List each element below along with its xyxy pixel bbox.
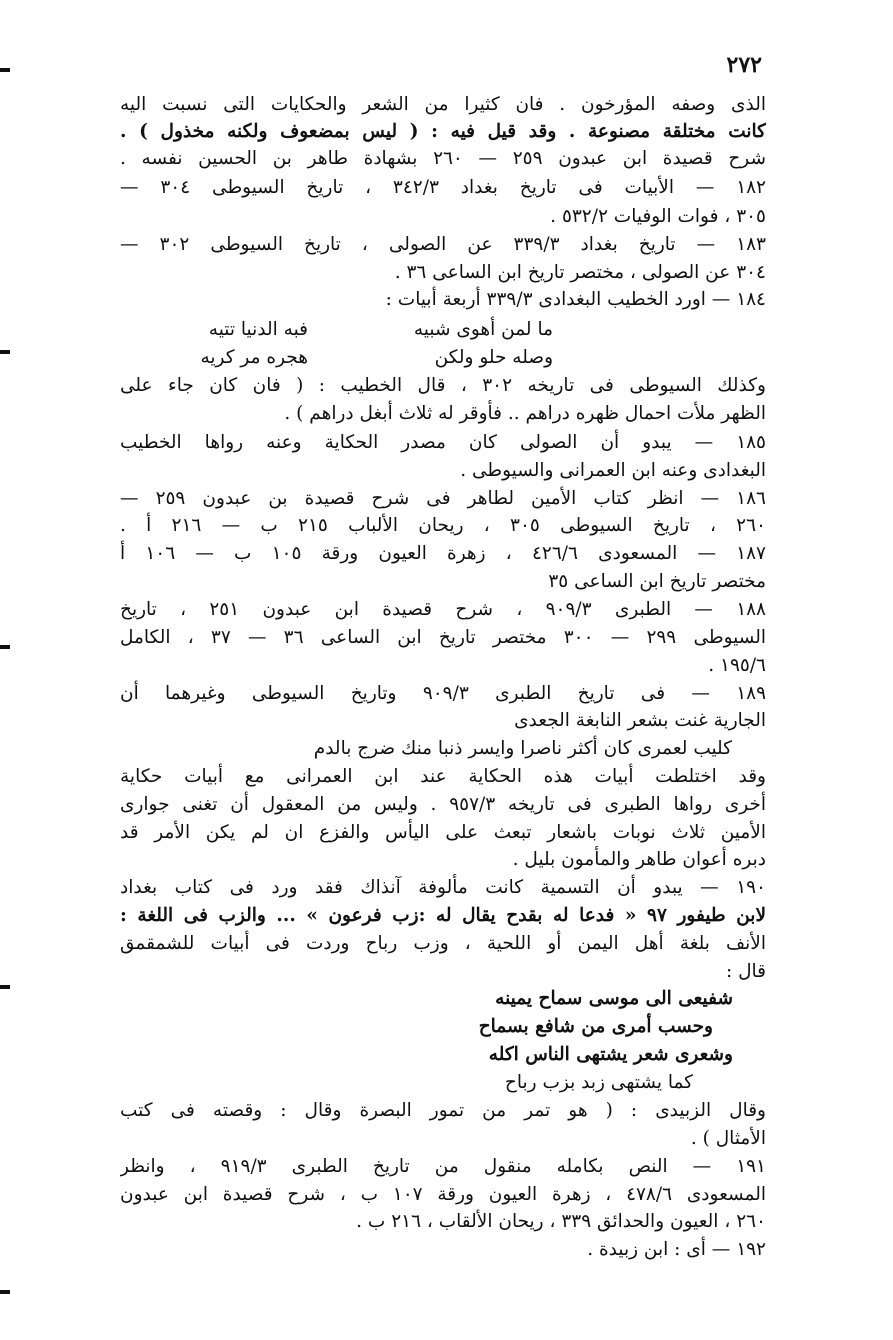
text-line: دبره أعوان طاهر والمأمون بليل . [512,849,766,870]
text-line: كانت مختلقة مصنوعة . وقد قيل فيه : ( ليس بمضعوف ولكنه مخذول ) . [120,121,766,142]
text-line: الذى وصفه المؤرخون . فان كثيرا من الشعر والحكايات التى نسبت اليه [120,94,766,115]
text-line: وقال الزبيدى : ( هو تمر من تمور البصرة وقال : وقصته فى كتب [120,1100,766,1121]
verse-line: شفيعى الى موسى سماح يمينه [495,988,733,1009]
text-line: الظهر ملأت احمال ظهره دراهم .. فأوقر له ثلاث أبغل دراهم ) . [284,403,766,424]
text-line: شرح قصيدة ابن عبدون ٢٥٩ — ٢٦٠ بشهادة طاهر بن الحسين نفسه . [120,148,766,169]
text-line: ١٩١ — النص بكامله منقول من تاريخ الطبرى ٩١٩/٣ ، وانظر [120,1156,766,1177]
margin-mark [0,645,10,649]
text-line: ١٨٩ — فى تاريخ الطبرى ٩٠٩/٣ وتاريخ السيوطى وغيرهما أن [120,683,766,704]
text-line: ١٩٥/٦ . [708,655,766,676]
verse-hemistich: وصله حلو ولكن [434,347,553,368]
text-line: قال : [725,961,766,982]
text-line: ١٩٠ — يبدو أن التسمية كانت مألوفة آنذاك فقد ورد فى كتاب بغداد [120,877,766,898]
margin-mark [0,985,10,989]
text-line: كليب لعمرى كان أكثر ناصرا وايسر ذنبا منك ضرج بالدم [313,738,732,759]
text-line: وكذلك السيوطى فى تاريخه ٣٠٢ ، قال الخطيب : ( فان كان جاء على [120,375,766,396]
text-line: ٢٦٠ ، العيون والحدائق ٣٣٩ ، ريحان الألقاب ، ٢١٦ ب . [356,1211,766,1232]
verse-hemistich: فبه الدنيا تتيه [208,319,308,340]
text-line: المسعودى ٤٧٨/٦ ، زهرة العيون ورقة ١٠٧ ب ، شرح قصيدة ابن عبدون [120,1184,766,1205]
text-line: الأمين ثلاث نوبات باشعار تبعث على اليأس والفزع ان لم يكن الأمر قد [120,822,766,843]
margin-mark [0,350,10,354]
text-line: ١٨٥ — يبدو أن الصولى كان مصدر الحكاية وعنه رواها الخطيب [120,432,766,453]
text-line: الجارية غنت بشعر النابغة الجعدى [514,710,766,731]
page-number: ٢٧٢ [726,52,762,78]
text-line: ١٨٢ — الأبيات فى تاريخ بغداد ٣٤٢/٣ ، تاريخ السيوطى ٣٠٤ — [120,177,766,198]
text-line: ٣٠٥ ، فوات الوفيات ٥٣٢/٢ . [550,206,766,227]
text-line: ٣٠٤ عن الصولى ، مختصر تاريخ ابن الساعى ٣٦ . [394,262,766,283]
margin-mark [0,1290,10,1294]
verse-line: وشعرى شعر يشتهى الناس اكله [488,1044,733,1065]
text-line: أخرى رواها الطبرى فى تاريخه ٩٥٧/٣ . وليس من المعقول أن تغنى جوارى [120,794,766,815]
text-line: ٢٦٠ ، تاريخ السيوطى ٣٠٥ ، ريحان الألباب ٢١٥ ب — ٢١٦ أ . [120,515,766,536]
text-line: ١٨٣ — تاريخ بغداد ٣٣٩/٣ عن الصولى ، تاريخ السيوطى ٣٠٢ — [120,234,766,255]
text-line: السيوطى ٢٩٩ — ٣٠٠ مختصر تاريخ ابن الساعى ٣٦ — ٣٧ ، الكامل [120,627,766,648]
margin-mark [0,68,10,72]
text-line: الأنف بلغة أهل اليمن أو اللحية ، وزب رباح وردت فى أبيات للشمقمق [120,933,766,954]
verse-hemistich: هجره مر كريه [200,347,308,368]
text-line: ١٨٦ — انظر كتاب الأمين لطاهر فى شرح قصيدة بن عبدون ٢٥٩ — [120,488,766,509]
text-line: البغدادى وعنه ابن العمرانى والسيوطى . [460,460,766,481]
text-line: مختصر تاريخ ابن الساعى ٣٥ [548,571,766,592]
text-line: ١٨٨ — الطبرى ٩٠٩/٣ ، شرح قصيدة ابن عبدون ٢٥١ ، تاريخ [120,599,766,620]
text-line: ١٨٧ — المسعودى ٤٢٦/٦ ، زهرة العيون ورقة ١٠٥ ب — ١٠٦ أ [120,543,766,564]
text-line: وقد اختلطت أبيات هذه الحكاية عند ابن العمرانى مع أبيات حكاية [120,766,766,787]
verse-line: كما يشتهى زبد بزب رباح [504,1072,693,1093]
text-line: لابن طيفور ٩٧ « فدعا له بقدح يقال له :زب فرعون » ... والزب فى اللغة : [120,905,766,926]
text-line: ١٩٢ — أى : ابن زبيدة . [587,1239,766,1260]
text-line: ١٨٤ — اورد الخطيب البغدادى ٣٣٩/٣ أربعة أبيات : [385,289,766,310]
verse-hemistich: ما لمن أهوى شبيه [413,319,553,340]
verse-line: وحسب أمرى من شافع بسماح [478,1016,713,1037]
text-line: الأمثال ) . [690,1128,766,1149]
